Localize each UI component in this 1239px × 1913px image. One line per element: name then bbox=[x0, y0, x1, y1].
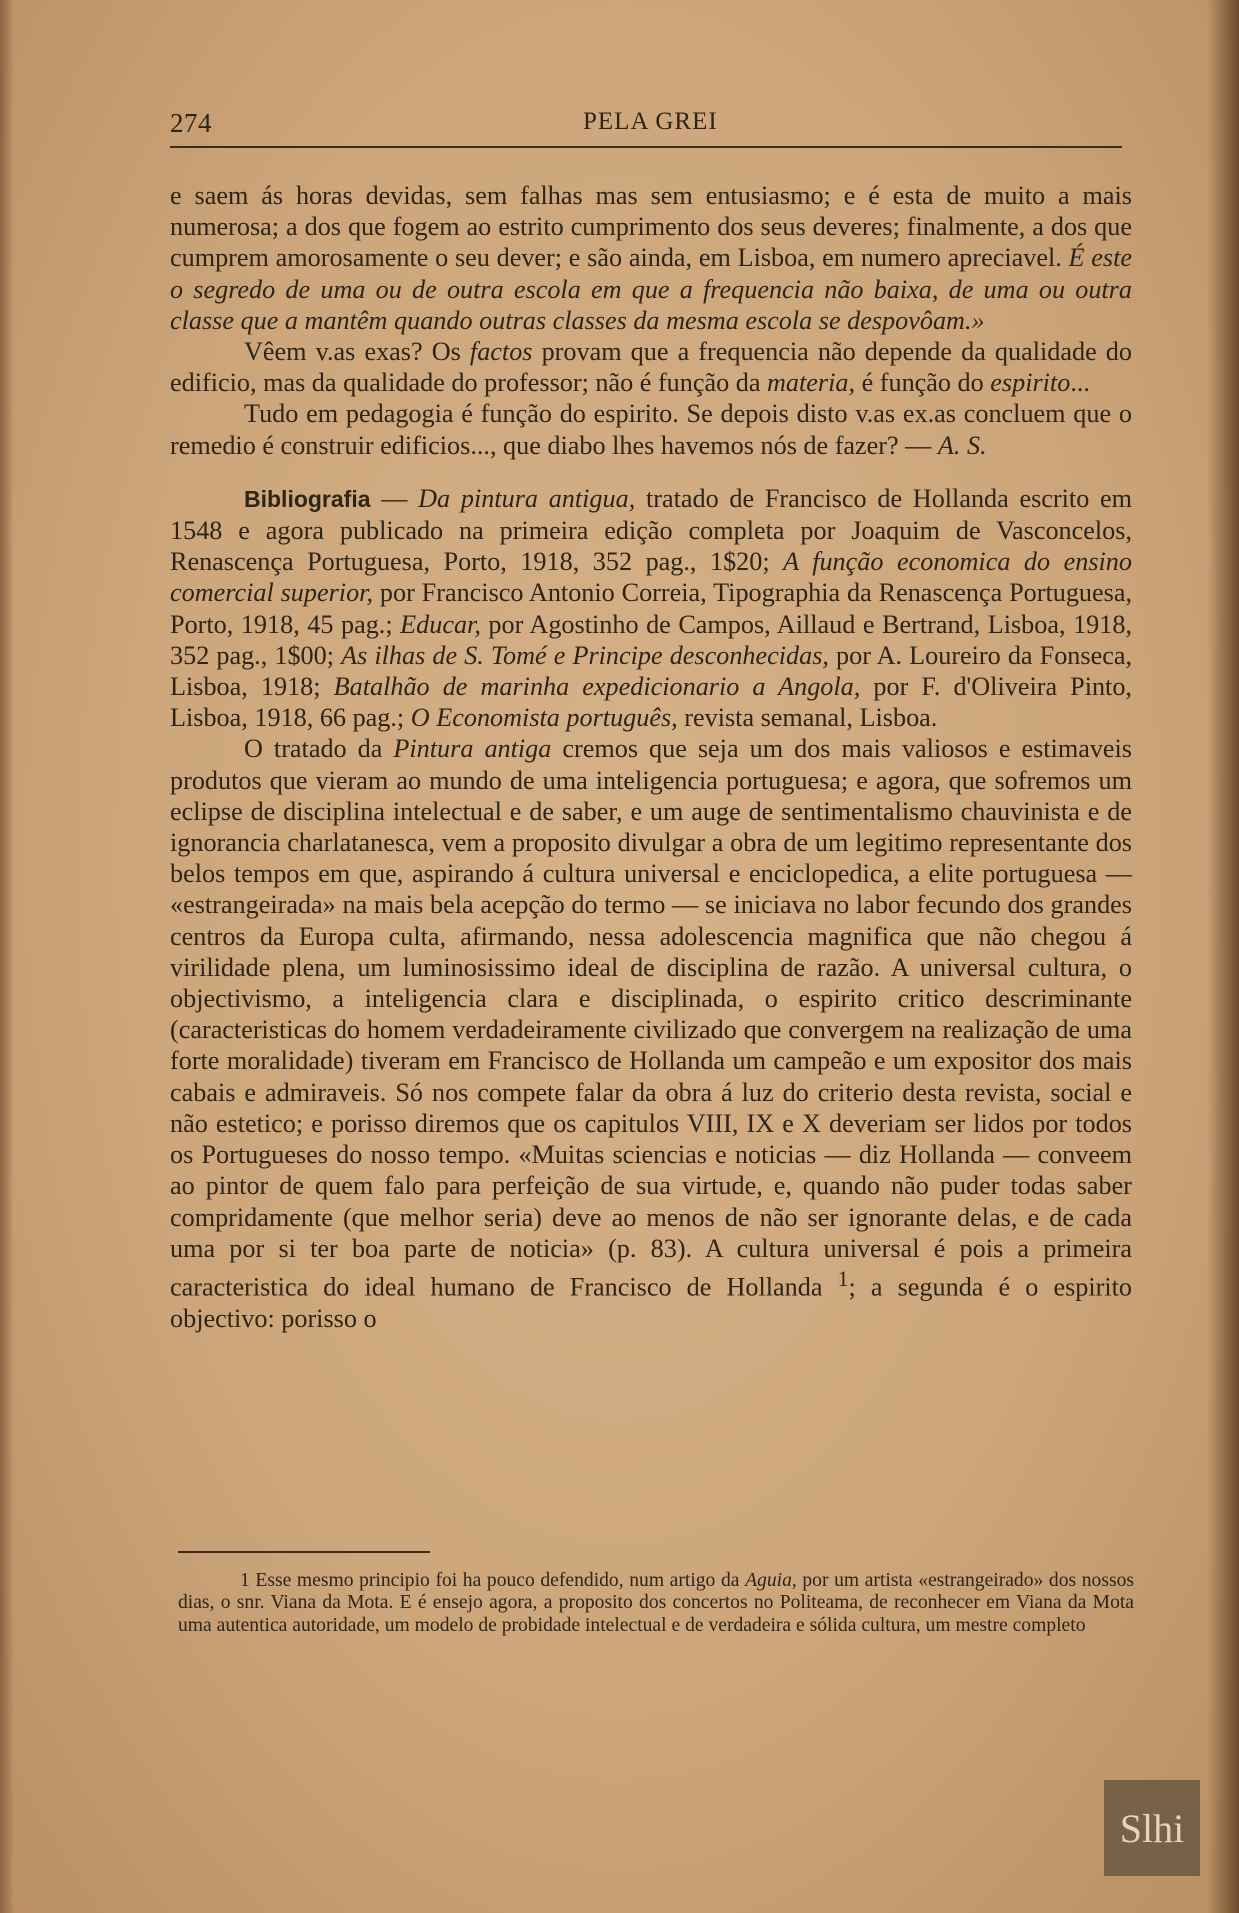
italic-run: É este o segredo de uma ou de outra escola em que a frequencia não baixa, de uma ou outra classe que a mantêm quando outras classes da mesma escola se despovôam.» bbox=[170, 243, 1132, 335]
book-title: Pintura antiga bbox=[393, 734, 552, 764]
paragraph-1 bbox=[170, 180, 1132, 336]
text-run: Vêem v.as exas? Os bbox=[244, 337, 470, 367]
footnote-text bbox=[178, 1570, 1134, 1637]
book-title: Batalhão de marinha expedicionario a Angola, bbox=[333, 672, 861, 702]
text-run: é função do bbox=[855, 368, 991, 398]
italic-run: Aguia, bbox=[745, 1570, 797, 1591]
book-title: A função economica do ensino comercial superior, bbox=[170, 547, 1132, 608]
review-paragraph bbox=[170, 733, 1132, 1334]
footnote bbox=[178, 1570, 1134, 1637]
italic-run: espirito bbox=[990, 368, 1071, 398]
paragraph-3 bbox=[170, 398, 1132, 460]
book-title: O Economista português, bbox=[410, 703, 678, 733]
text-run: revista semanal, Lisboa. bbox=[677, 703, 938, 733]
text-run: por A. Loureiro da Fonseca, Lisboa, 1918; bbox=[170, 640, 1132, 702]
text-run: — bbox=[370, 483, 419, 513]
text-run: provam que a frequencia não depende da qualidade do edificio, mas da qualidade do professor; não é função da bbox=[170, 337, 1132, 398]
footnote-reference: 1 bbox=[837, 1266, 849, 1291]
page-edge-shadow-left bbox=[0, 0, 14, 1913]
library-stamp bbox=[1104, 1780, 1200, 1876]
text-run: e saem ás horas devidas, sem falhas mas sem entusiasmo; e é esta de muito a mais numerosa; a dos que fogem ao estrito cumprimento dos seus deveres; finalmente, a dos que cumprem amorosamente o seu dever; e são ainda, em Lisboa, em numero apreciavel. bbox=[170, 181, 1132, 273]
text-run: Esse mesmo principio foi ha pouco defendido, num artigo da bbox=[249, 1570, 746, 1591]
page-number: 274 bbox=[170, 108, 212, 138]
book-title: Educar, bbox=[400, 609, 481, 639]
text-run: ... bbox=[1070, 368, 1090, 398]
text-run: tratado de Francisco de Hollanda escrito em 1548 e agora publicado na primeira edição completa por Joaquim de Vasconcelos, Renascença Portuguesa, Porto, 1918, 352 pag., 1$20; bbox=[170, 483, 1132, 577]
text-run: ; a segunda é o espirito objectivo: porisso o bbox=[170, 1272, 1132, 1333]
text-run: por Francisco Antonio Correia, Tipographia da Renascença Portuguesa, Porto, 1918, 45 pag.; bbox=[170, 578, 1132, 639]
signature-initials: A. S. bbox=[937, 430, 987, 460]
footnote-mark: 1 bbox=[240, 1570, 250, 1591]
header-rule bbox=[170, 146, 1122, 148]
section-heading: Bibliografia bbox=[244, 485, 371, 512]
paragraph-2 bbox=[170, 336, 1132, 398]
book-title: As ilhas de S. Tomé e Principe desconhecidas, bbox=[341, 640, 829, 670]
stamp-text: Slhi bbox=[1119, 1805, 1185, 1851]
text-run: por Agostinho de Campos, Aillaud e Bertrand, Lisboa, 1918, 352 pag., 1$00; bbox=[170, 609, 1132, 670]
italic-run: factos bbox=[469, 337, 533, 367]
text-run: Tudo em pedagogia é função do espirito. Se depois disto v.as ex.as concluem que o remedio é construir edificios..., que diabo lhes havemos nós de fazer? — bbox=[170, 399, 1132, 460]
italic-run: materia, bbox=[767, 368, 856, 398]
body-text bbox=[170, 180, 1132, 1334]
book-title: Da pintura antigua, bbox=[418, 483, 636, 513]
text-run: cremos que seja um dos mais valiosos e estimaveis produtos que vieram ao mundo de uma inteligencia portuguesa; e agora, que sofremos um eclipse de disciplina intelectual e de saber, e um auge de sentimentalismo chauvinista e de ignorancia charlatanesca, vem a proposito divulgar a obra de um legitimo representante dos belos tempos em que, aspirando á cultura universal e enciclopedica, a elite portuguesa — «estrangeirada» na mais bela acepção do termo — se iniciava no labor fecundo dos grandes centros da Europa culta, afirmando, nessa adolescencia magnifica que não chegou á virilidade plena, um luminosissimo ideal de disciplina de razão. A universal cultura, o objectivismo, a inteligencia clara e disciplinada, o espirito critico descriminante (caracteristicas do homem verdadeiramente civilizado que convergem na realização de uma forte moralidade) tiveram em Francisco de Hollanda um campeão e um expositor dos mais cabais e admiraveis. Só nos compete falar da obra á luz do criterio desta revista, social e não estetico; e porisso diremos que os capitulos VIII, IX e X deveriam ser lidos por todos os Portugueses do nosso tempo. «Muitas sciencias e noticias — diz Hollanda — conveem ao pintor de quem falo para perfeição de sua virtude, e, quando não puder todas saber compridamente (que melhor seria) deve ao menos de não ser ignorante delas, e de cada uma por si ter boa parte de noticia» (p. 83). A cultura universal é pois a primeira caracteristica do ideal humano de Francisco de Hollanda bbox=[170, 734, 1132, 1302]
running-head: PELA GREI bbox=[583, 108, 718, 135]
footnote-rule bbox=[178, 1551, 430, 1553]
text-run: O tratado da bbox=[244, 734, 394, 764]
text-run: por F. d'Oliveira Pinto, Lisboa, 1918, 66 pag.; bbox=[170, 672, 1132, 733]
page-edge-shadow-right bbox=[1207, 0, 1239, 1913]
page-header bbox=[170, 108, 1120, 148]
bibliography-paragraph bbox=[170, 483, 1132, 734]
text-run: por um artista «estrangeirado» dos nossos dias, o snr. Viana da Mota. E é ensejo agora, a proposito dos concertos no Politeama, de reconhecer em Viana da Mota uma autentica autoridade, um modelo de probidade intelectual e de verdadeira e sólida cultura, um mestre completo bbox=[178, 1570, 1134, 1636]
